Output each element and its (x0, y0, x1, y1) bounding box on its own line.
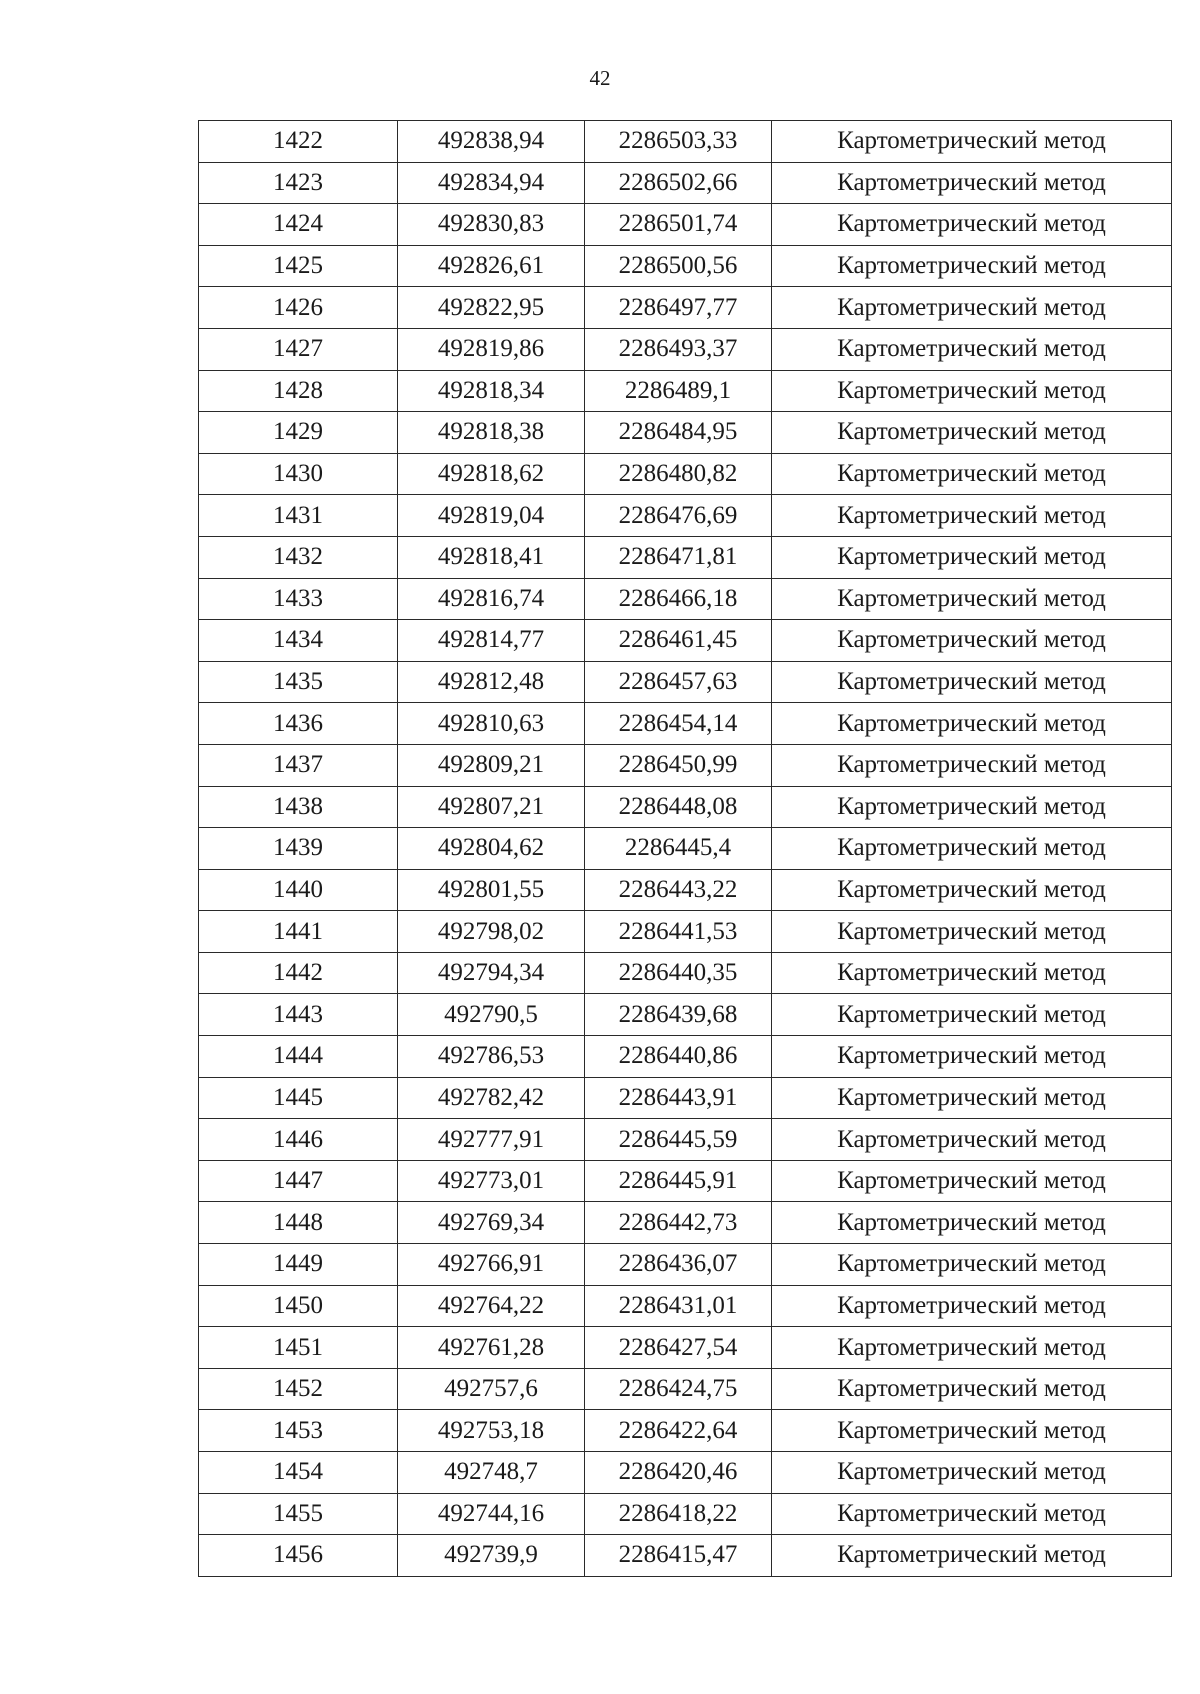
point-number-cell: 1431 (199, 495, 398, 537)
point-number-cell: 1436 (199, 703, 398, 745)
y-coordinate-cell: 2286471,81 (585, 536, 772, 578)
point-number-cell: 1449 (199, 1244, 398, 1286)
method-cell: Картометрический метод (772, 1493, 1172, 1535)
x-coordinate-cell: 492739,9 (398, 1535, 585, 1577)
y-coordinate-cell: 2286450,99 (585, 744, 772, 786)
x-coordinate-cell: 492826,61 (398, 245, 585, 287)
y-coordinate-cell: 2286457,63 (585, 661, 772, 703)
table-row (199, 1493, 1172, 1535)
method-cell: Картометрический метод (772, 1535, 1172, 1577)
table-row (199, 1077, 1172, 1119)
x-coordinate-cell: 492782,42 (398, 1077, 585, 1119)
y-coordinate-cell: 2286431,01 (585, 1285, 772, 1327)
x-coordinate-cell: 492807,21 (398, 786, 585, 828)
x-coordinate-cell: 492816,74 (398, 578, 585, 620)
table-row (199, 1285, 1172, 1327)
y-coordinate-cell: 2286484,95 (585, 412, 772, 454)
table-row (199, 204, 1172, 246)
table-row (199, 1368, 1172, 1410)
method-cell: Картометрический метод (772, 578, 1172, 620)
method-cell: Картометрический метод (772, 744, 1172, 786)
method-cell: Картометрический метод (772, 121, 1172, 163)
method-cell: Картометрический метод (772, 1327, 1172, 1369)
y-coordinate-cell: 2286441,53 (585, 911, 772, 953)
x-coordinate-cell: 492753,18 (398, 1410, 585, 1452)
method-cell: Картометрический метод (772, 245, 1172, 287)
point-number-cell: 1430 (199, 453, 398, 495)
method-cell: Картометрический метод (772, 1036, 1172, 1078)
y-coordinate-cell: 2286466,18 (585, 578, 772, 620)
table-row (199, 536, 1172, 578)
table-row (199, 121, 1172, 163)
point-number-cell: 1422 (199, 121, 398, 163)
method-cell: Картометрический метод (772, 869, 1172, 911)
y-coordinate-cell: 2286443,22 (585, 869, 772, 911)
y-coordinate-cell: 2286503,33 (585, 121, 772, 163)
x-coordinate-cell: 492818,62 (398, 453, 585, 495)
page-number: 42 (589, 66, 611, 90)
y-coordinate-cell: 2286424,75 (585, 1368, 772, 1410)
x-coordinate-cell: 492819,86 (398, 328, 585, 370)
y-coordinate-cell: 2286422,64 (585, 1410, 772, 1452)
table-row (199, 828, 1172, 870)
table-row (199, 328, 1172, 370)
y-coordinate-cell: 2286502,66 (585, 162, 772, 204)
point-number-cell: 1441 (199, 911, 398, 953)
point-number-cell: 1440 (199, 869, 398, 911)
table-row (199, 1410, 1172, 1452)
x-coordinate-cell: 492804,62 (398, 828, 585, 870)
method-cell: Картометрический метод (772, 1244, 1172, 1286)
method-cell: Картометрический метод (772, 703, 1172, 745)
x-coordinate-cell: 492748,7 (398, 1452, 585, 1494)
point-number-cell: 1450 (199, 1285, 398, 1327)
method-cell: Картометрический метод (772, 661, 1172, 703)
coordinates-table-body (199, 121, 1172, 1577)
table-row (199, 245, 1172, 287)
method-cell: Картометрический метод (772, 1160, 1172, 1202)
table-row (199, 495, 1172, 537)
point-number-cell: 1446 (199, 1119, 398, 1161)
coordinates-table (198, 120, 1172, 1577)
y-coordinate-cell: 2286448,08 (585, 786, 772, 828)
method-cell: Картометрический метод (772, 287, 1172, 329)
x-coordinate-cell: 492777,91 (398, 1119, 585, 1161)
method-cell: Картометрический метод (772, 1452, 1172, 1494)
y-coordinate-cell: 2286461,45 (585, 620, 772, 662)
x-coordinate-cell: 492830,83 (398, 204, 585, 246)
method-cell: Картометрический метод (772, 828, 1172, 870)
point-number-cell: 1454 (199, 1452, 398, 1494)
table-row (199, 952, 1172, 994)
point-number-cell: 1456 (199, 1535, 398, 1577)
method-cell: Картометрический метод (772, 412, 1172, 454)
method-cell: Картометрический метод (772, 370, 1172, 412)
x-coordinate-cell: 492819,04 (398, 495, 585, 537)
point-number-cell: 1428 (199, 370, 398, 412)
point-number-cell: 1433 (199, 578, 398, 620)
y-coordinate-cell: 2286439,68 (585, 994, 772, 1036)
table-row (199, 1244, 1172, 1286)
x-coordinate-cell: 492818,34 (398, 370, 585, 412)
table-row (199, 1036, 1172, 1078)
table-row (199, 453, 1172, 495)
y-coordinate-cell: 2286501,74 (585, 204, 772, 246)
method-cell: Картометрический метод (772, 328, 1172, 370)
x-coordinate-cell: 492834,94 (398, 162, 585, 204)
table-row (199, 869, 1172, 911)
table-row (199, 911, 1172, 953)
y-coordinate-cell: 2286415,47 (585, 1535, 772, 1577)
method-cell: Картометрический метод (772, 620, 1172, 662)
table-row (199, 1119, 1172, 1161)
x-coordinate-cell: 492769,34 (398, 1202, 585, 1244)
point-number-cell: 1447 (199, 1160, 398, 1202)
y-coordinate-cell: 2286489,1 (585, 370, 772, 412)
point-number-cell: 1451 (199, 1327, 398, 1369)
x-coordinate-cell: 492798,02 (398, 911, 585, 953)
y-coordinate-cell: 2286454,14 (585, 703, 772, 745)
x-coordinate-cell: 492790,5 (398, 994, 585, 1036)
point-number-cell: 1453 (199, 1410, 398, 1452)
method-cell: Картометрический метод (772, 162, 1172, 204)
point-number-cell: 1438 (199, 786, 398, 828)
point-number-cell: 1442 (199, 952, 398, 994)
y-coordinate-cell: 2286476,69 (585, 495, 772, 537)
method-cell: Картометрический метод (772, 536, 1172, 578)
x-coordinate-cell: 492814,77 (398, 620, 585, 662)
point-number-cell: 1426 (199, 287, 398, 329)
x-coordinate-cell: 492838,94 (398, 121, 585, 163)
method-cell: Картометрический метод (772, 204, 1172, 246)
method-cell: Картометрический метод (772, 1202, 1172, 1244)
x-coordinate-cell: 492773,01 (398, 1160, 585, 1202)
table-row (199, 620, 1172, 662)
point-number-cell: 1423 (199, 162, 398, 204)
table-row (199, 786, 1172, 828)
point-number-cell: 1452 (199, 1368, 398, 1410)
point-number-cell: 1427 (199, 328, 398, 370)
table-row (199, 1327, 1172, 1369)
point-number-cell: 1443 (199, 994, 398, 1036)
x-coordinate-cell: 492812,48 (398, 661, 585, 703)
y-coordinate-cell: 2286445,59 (585, 1119, 772, 1161)
table-row (199, 287, 1172, 329)
table-row (199, 1535, 1172, 1577)
method-cell: Картометрический метод (772, 1368, 1172, 1410)
point-number-cell: 1448 (199, 1202, 398, 1244)
table-row (199, 744, 1172, 786)
method-cell: Картометрический метод (772, 1077, 1172, 1119)
y-coordinate-cell: 2286440,35 (585, 952, 772, 994)
table-row (199, 661, 1172, 703)
point-number-cell: 1429 (199, 412, 398, 454)
method-cell: Картометрический метод (772, 952, 1172, 994)
table-row (199, 412, 1172, 454)
method-cell: Картометрический метод (772, 1285, 1172, 1327)
y-coordinate-cell: 2286480,82 (585, 453, 772, 495)
y-coordinate-cell: 2286418,22 (585, 1493, 772, 1535)
table-row (199, 1452, 1172, 1494)
y-coordinate-cell: 2286497,77 (585, 287, 772, 329)
y-coordinate-cell: 2286440,86 (585, 1036, 772, 1078)
method-cell: Картометрический метод (772, 786, 1172, 828)
y-coordinate-cell: 2286445,4 (585, 828, 772, 870)
point-number-cell: 1425 (199, 245, 398, 287)
y-coordinate-cell: 2286445,91 (585, 1160, 772, 1202)
x-coordinate-cell: 492801,55 (398, 869, 585, 911)
y-coordinate-cell: 2286443,91 (585, 1077, 772, 1119)
point-number-cell: 1444 (199, 1036, 398, 1078)
point-number-cell: 1424 (199, 204, 398, 246)
x-coordinate-cell: 492757,6 (398, 1368, 585, 1410)
table-row (199, 703, 1172, 745)
x-coordinate-cell: 492766,91 (398, 1244, 585, 1286)
point-number-cell: 1439 (199, 828, 398, 870)
table-row (199, 994, 1172, 1036)
x-coordinate-cell: 492761,28 (398, 1327, 585, 1369)
table-row (199, 370, 1172, 412)
x-coordinate-cell: 492786,53 (398, 1036, 585, 1078)
x-coordinate-cell: 492818,38 (398, 412, 585, 454)
x-coordinate-cell: 492810,63 (398, 703, 585, 745)
table-row (199, 162, 1172, 204)
x-coordinate-cell: 492764,22 (398, 1285, 585, 1327)
x-coordinate-cell: 492818,41 (398, 536, 585, 578)
method-cell: Картометрический метод (772, 1410, 1172, 1452)
x-coordinate-cell: 492794,34 (398, 952, 585, 994)
y-coordinate-cell: 2286436,07 (585, 1244, 772, 1286)
y-coordinate-cell: 2286427,54 (585, 1327, 772, 1369)
method-cell: Картометрический метод (772, 495, 1172, 537)
point-number-cell: 1434 (199, 620, 398, 662)
method-cell: Картометрический метод (772, 1119, 1172, 1161)
y-coordinate-cell: 2286420,46 (585, 1452, 772, 1494)
method-cell: Картометрический метод (772, 911, 1172, 953)
table-row (199, 578, 1172, 620)
point-number-cell: 1437 (199, 744, 398, 786)
point-number-cell: 1445 (199, 1077, 398, 1119)
y-coordinate-cell: 2286442,73 (585, 1202, 772, 1244)
x-coordinate-cell: 492744,16 (398, 1493, 585, 1535)
x-coordinate-cell: 492809,21 (398, 744, 585, 786)
y-coordinate-cell: 2286500,56 (585, 245, 772, 287)
point-number-cell: 1435 (199, 661, 398, 703)
y-coordinate-cell: 2286493,37 (585, 328, 772, 370)
method-cell: Картометрический метод (772, 453, 1172, 495)
x-coordinate-cell: 492822,95 (398, 287, 585, 329)
method-cell: Картометрический метод (772, 994, 1172, 1036)
point-number-cell: 1432 (199, 536, 398, 578)
point-number-cell: 1455 (199, 1493, 398, 1535)
table-row (199, 1160, 1172, 1202)
table-row (199, 1202, 1172, 1244)
